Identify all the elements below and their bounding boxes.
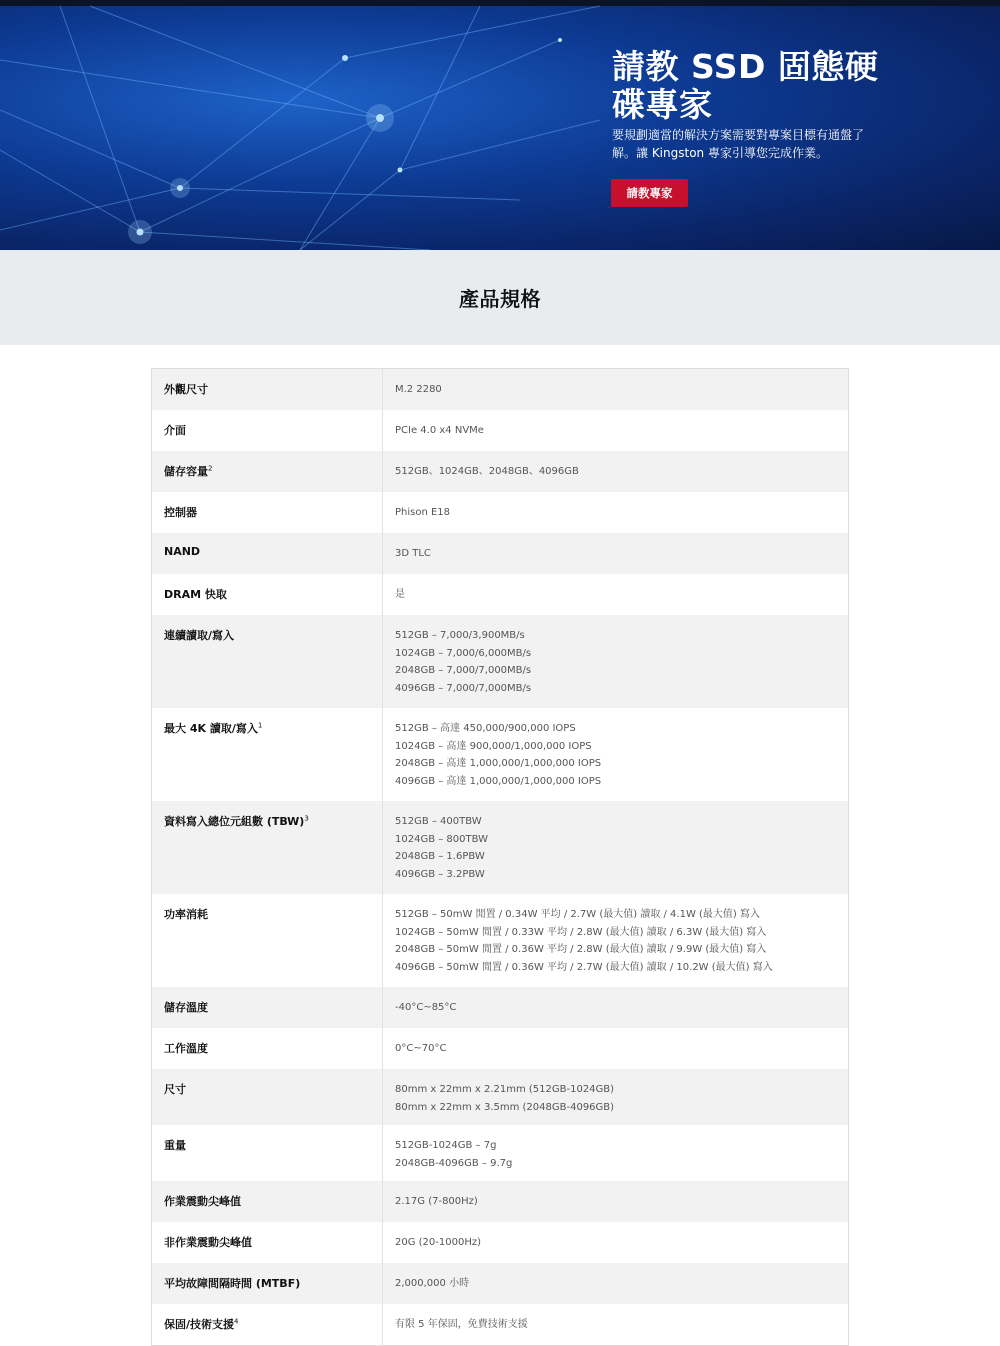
spec-value [383, 708, 848, 801]
spec-value-line: 512GB-1024GB – 7g [395, 1140, 497, 1151]
spec-value-line: 是 [395, 589, 405, 600]
spec-value [383, 369, 848, 410]
footnote-marker: 2 [208, 464, 213, 473]
spec-row [152, 801, 848, 894]
footnote-marker: 4 [234, 1317, 239, 1326]
spec-value [383, 533, 848, 574]
spec-label [152, 1069, 383, 1125]
spec-value [383, 1125, 848, 1181]
spec-value-line: 2,000,000 小時 [395, 1278, 470, 1289]
spec-label-text: 尺寸 [164, 1083, 186, 1096]
spec-row [152, 1069, 848, 1125]
spec-label-text: DRAM 快取 [164, 588, 227, 601]
spec-label-text: 工作溫度 [164, 1042, 208, 1055]
spec-value [383, 1222, 848, 1263]
spec-value [383, 1028, 848, 1069]
spec-value-line: 2048GB – 高達 1,000,000/1,000,000 IOPS [395, 758, 602, 769]
spec-value [383, 1181, 848, 1222]
spec-value-line: 2048GB – 50mW 閒置 / 0.36W 平均 / 2.8W (最大值) 讀取 / 9.9W (最大值) 寫入 [395, 944, 767, 955]
spec-value-line: 1024GB – 7,000/6,000MB/s [395, 647, 532, 659]
spec-label [152, 1181, 383, 1222]
spec-row [152, 615, 848, 708]
spec-label [152, 369, 383, 410]
spec-value-line: 512GB – 400TBW [395, 816, 482, 827]
spec-value-line: 2.17G (7-800Hz) [395, 1196, 478, 1207]
spec-row [152, 1181, 848, 1222]
footnote-marker: 3 [304, 814, 309, 823]
spec-row [152, 708, 848, 801]
spec-label [152, 615, 383, 708]
spec-row [152, 1304, 848, 1345]
hero-banner [0, 0, 1000, 250]
spec-label [152, 1028, 383, 1069]
spec-row [152, 410, 848, 451]
footnote-marker: 1 [257, 721, 263, 730]
spec-label [152, 492, 383, 533]
spec-label-text: 外觀尺寸 [164, 383, 208, 396]
spec-value-line: PCIe 4.0 x4 NVMe [395, 425, 484, 436]
spec-value-line: 2048GB – 1.6PBW [395, 851, 485, 862]
network-graphic [0, 0, 1000, 250]
spec-label [152, 1125, 383, 1181]
spec-label-text: 資料寫入總位元組數 (TBW) [164, 815, 305, 828]
spec-value-line: 4096GB – 50mW 閒置 / 0.36W 平均 / 2.7W (最大值) 讀取 / 10.2W (最大值) 寫入 [395, 961, 773, 973]
spec-label [152, 410, 383, 451]
spec-value-line: 4096GB – 3.2PBW [395, 868, 485, 880]
spec-value [383, 1304, 848, 1345]
spec-label [152, 1222, 383, 1263]
spec-label [152, 1263, 383, 1304]
spec-row [152, 894, 848, 987]
spec-label-text: 介面 [164, 424, 186, 437]
spec-value-line: 2048GB – 7,000/7,000MB/s [395, 665, 532, 676]
spec-label [152, 451, 383, 492]
hero-description: 要規劃適當的解決方案需要對專案目標有通盤了解。讓 Kingston 專家引導您完成作業。 [612, 128, 865, 160]
spec-label-text: 連續讀取/寫入 [164, 629, 235, 642]
spec-row [152, 1222, 848, 1263]
spec-value-line: 512GB – 7,000/3,900MB/s [395, 630, 525, 641]
spec-value [383, 615, 848, 708]
spec-label [152, 1304, 383, 1345]
spec-value [383, 410, 848, 451]
spec-value-line: 80mm x 22mm x 3.5mm (2048GB-4096GB) [395, 1101, 615, 1113]
spec-row [152, 1028, 848, 1069]
spec-value [383, 1263, 848, 1304]
spec-value-line: -40°C~85°C [395, 1002, 457, 1013]
hero-title: 請教 SSD 固態硬碟專家 [612, 47, 879, 124]
spec-row [152, 492, 848, 533]
spec-label-text: 儲存容量 [164, 465, 208, 478]
spec-row [152, 1125, 848, 1181]
specs-table [151, 368, 849, 1346]
spec-value [383, 492, 848, 533]
spec-row [152, 987, 848, 1028]
spec-label [152, 987, 383, 1028]
spec-label-text: 非作業震動尖峰值 [164, 1236, 252, 1249]
spec-value-line: Phison E18 [395, 507, 451, 518]
spec-value-line: 80mm x 22mm x 2.21mm (512GB-1024GB) [395, 1084, 615, 1095]
spec-value-line: 512GB – 50mW 閒置 / 0.34W 平均 / 2.7W (最大值) 讀取 / 4.1W (最大值) 寫入 [395, 909, 760, 920]
spec-value [383, 801, 848, 894]
spec-label-text: 平均故障間隔時間 (MTBF) [164, 1277, 301, 1290]
ask-expert-button[interactable]: 請教專家 [611, 179, 688, 207]
spec-row [152, 369, 848, 410]
spec-value [383, 894, 848, 987]
spec-label-text: 儲存溫度 [164, 1001, 208, 1014]
spec-value [383, 987, 848, 1028]
spec-row [152, 1263, 848, 1304]
spec-label-text: 功率消耗 [164, 908, 208, 921]
spec-value [383, 1069, 848, 1125]
spec-value-line: 4096GB – 7,000/7,000MB/s [395, 682, 532, 694]
spec-value [383, 574, 848, 615]
spec-label-text: 作業震動尖峰值 [164, 1195, 241, 1208]
spec-label [152, 708, 383, 801]
spec-row [152, 451, 848, 492]
spec-label [152, 801, 383, 894]
spec-label-text: 最大 4K 讀取/寫入 [164, 722, 258, 735]
spec-label [152, 574, 383, 615]
spec-label-text: 重量 [164, 1139, 186, 1152]
spec-value-line: 0°C~70°C [395, 1043, 447, 1054]
spec-value-line: 有限 5 年保固，免費技術支援 [395, 1319, 528, 1330]
spec-value [383, 451, 848, 492]
section-header [0, 250, 1000, 345]
spec-value-line: 20G (20-1000Hz) [395, 1237, 482, 1248]
spec-value-line: 2048GB-4096GB – 9.7g [395, 1157, 513, 1169]
spec-value-line: 3D TLC [395, 548, 431, 559]
spec-label [152, 533, 383, 574]
spec-label-text: 控制器 [164, 506, 197, 519]
spec-label [152, 894, 383, 987]
spec-value-line: 1024GB – 800TBW [395, 833, 489, 845]
spec-row [152, 533, 848, 574]
spec-label-text: NAND [164, 545, 201, 558]
section-title: 產品規格 [459, 287, 541, 311]
spec-value-line: 512GB – 高達 450,000/900,000 IOPS [395, 723, 576, 734]
spec-label-text: 保固/技術支援 [164, 1318, 235, 1331]
spec-value-line: 4096GB – 高達 1,000,000/1,000,000 IOPS [395, 775, 602, 787]
spec-value-line: 1024GB – 50mW 閒置 / 0.33W 平均 / 2.8W (最大值) 讀取 / 6.3W (最大值) 寫入 [395, 926, 767, 938]
spec-row [152, 574, 848, 615]
spec-value-line: 1024GB – 高達 900,000/1,000,000 IOPS [395, 740, 592, 752]
spec-value-line: 512GB、1024GB、2048GB、4096GB [395, 466, 579, 477]
spec-value-line: M.2 2280 [395, 384, 442, 395]
